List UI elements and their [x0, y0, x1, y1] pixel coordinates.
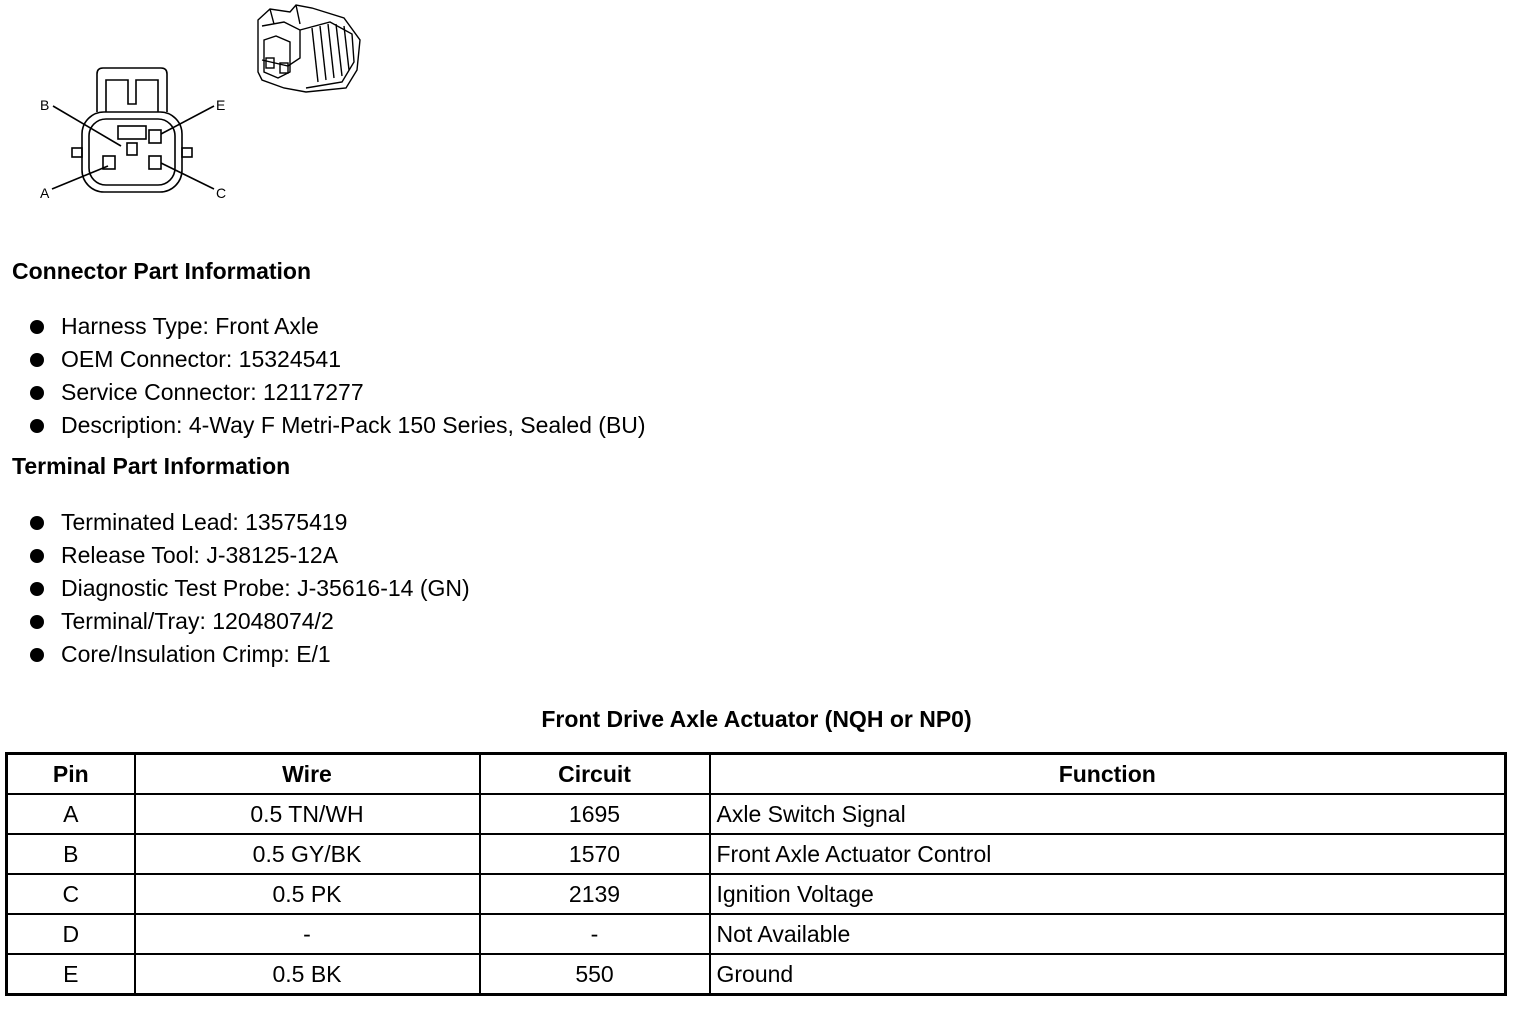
terminal-info-list: [30, 506, 470, 671]
wire-cell: 0.5 GY/BK: [135, 834, 480, 874]
table-row: [7, 794, 1506, 834]
bullet-icon: [30, 648, 44, 662]
function-cell: Ignition Voltage: [710, 874, 1506, 914]
connector-info-list: [30, 310, 646, 442]
bullet-icon: [30, 549, 44, 563]
wire-cell: 0.5 BK: [135, 954, 480, 995]
table-header-row: [7, 754, 1506, 795]
table-row: [7, 834, 1506, 874]
pin-label-e: E: [216, 97, 226, 113]
bullet-icon: [30, 516, 44, 530]
header-pin: Pin: [7, 754, 135, 795]
connector-diagram: [30, 0, 380, 215]
bullet-icon: [30, 419, 44, 433]
list-item: Description: 4-Way F Metri-Pack 150 Series, Sealed (BU): [30, 409, 646, 442]
circuit-cell: 1695: [480, 794, 710, 834]
wire-cell: 0.5 TN/WH: [135, 794, 480, 834]
circuit-cell: 1570: [480, 834, 710, 874]
table-row: [7, 874, 1506, 914]
connector-section-title: Connector Part Information: [12, 258, 312, 284]
header-circuit: Circuit: [480, 754, 710, 795]
bullet-icon: [30, 353, 44, 367]
list-item: Service Connector: 12117277: [30, 376, 646, 409]
list-item: Harness Type: Front Axle: [30, 310, 646, 343]
terminal-section-title: Terminal Part Information: [12, 453, 291, 479]
bullet-icon: [30, 615, 44, 629]
wire-cell: 0.5 PK: [135, 874, 480, 914]
list-item: Core/Insulation Crimp: E/1: [30, 638, 470, 671]
list-item: Diagnostic Test Probe: J-35616-14 (GN): [30, 572, 470, 605]
wire-cell: -: [135, 914, 480, 954]
bullet-icon: [30, 582, 44, 596]
function-cell: Ground: [710, 954, 1506, 995]
pin-label-c: C: [216, 185, 227, 201]
list-item: Release Tool: J-38125-12A: [30, 539, 470, 572]
table-title: Front Drive Axle Actuator (NQH or NP0): [541, 706, 972, 732]
table-row: [7, 914, 1506, 954]
bullet-icon: [30, 386, 44, 400]
pin-cell: E: [7, 954, 135, 995]
pin-cell: A: [7, 794, 135, 834]
pin-label-b: B: [40, 97, 50, 113]
function-cell: Front Axle Actuator Control: [710, 834, 1506, 874]
function-cell: Not Available: [710, 914, 1506, 954]
header-wire: Wire: [135, 754, 480, 795]
header-function: Function: [710, 754, 1506, 795]
list-item: OEM Connector: 15324541: [30, 343, 646, 376]
list-item: Terminated Lead: 13575419: [30, 506, 470, 539]
bullet-icon: [30, 320, 44, 334]
table-row: [7, 954, 1506, 995]
pin-cell: C: [7, 874, 135, 914]
pin-label-a: A: [40, 185, 50, 201]
pin-cell: B: [7, 834, 135, 874]
pinout-table: [5, 752, 1507, 996]
pin-cell: D: [7, 914, 135, 954]
circuit-cell: -: [480, 914, 710, 954]
list-item: Terminal/Tray: 12048074/2: [30, 605, 470, 638]
circuit-cell: 550: [480, 954, 710, 995]
circuit-cell: 2139: [480, 874, 710, 914]
function-cell: Axle Switch Signal: [710, 794, 1506, 834]
